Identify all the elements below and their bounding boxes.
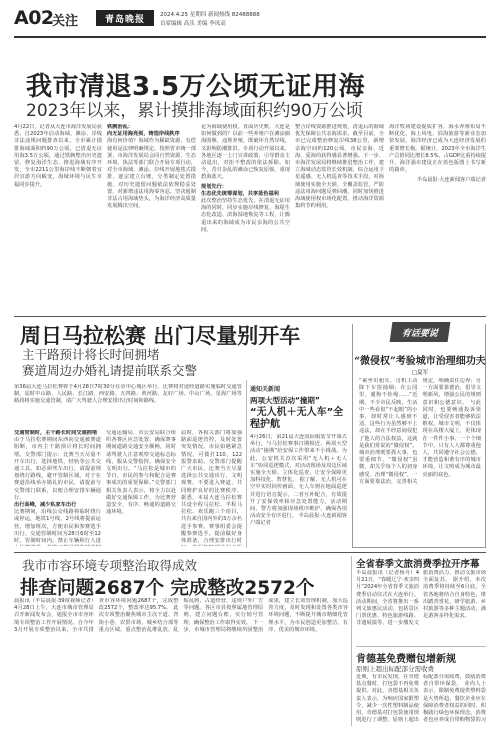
lead-col-3-text: 论为海域使用权。直面历史账，大连是如何做到的？以前一些养殖户在滩涂圈海围堰、违规养殖，既破坏自然岸线，又影响防潮排洪。专项行动开展以来，各地区逐一上门宣讲政策，引导群众主动退出，对拒不整改的依法拆除。如今，昔日杂乱的滩涂已恢复原貌，重现碧海蓝天。 [201,124,290,181]
lower-left-text: 晨报讯（半岛晨报·39度视频记者）4月28日上午，大连市城市管理局召开新闻发布会，通报全市市容环境专项整治工作开展情况。自今年3月开展专项整治以来，全市共排查市容环境问题2687个，完成整改2572个，整改率达95.7%。 [14,598,179,633]
drone-byline: 半岛晨报·大连新闻客户端记者 [250,513,347,527]
marathon-title: 周日马拉松赛 出门尽量别开车 [20,324,301,348]
drone-box [250,384,347,548]
drone-title: “无人机＋无人车”全程护航 [250,407,344,430]
lead-col-3-heading-a: 规划先行： [201,183,227,190]
commentary-badge [390,322,451,342]
drone-body-text: 4月26日，第21届大连国际服装节开幕式举行，与马拉松赛事日期相近，两项大型活动“撞期”给安保工作带来不小挑战。为此，公安机关首次采用“无人机＋无人车”协同巡逻模式，对活动现场及周边区域实施全天候、立体化巡查，让安全保障更加科技化、智慧化。 [250,434,347,484]
forum-text: 半岛晨报讯（记者杨丹）4月21日，“春暖辽宁·欢享四月”2024年全省春季文旅消费季启动仪式在大连举行。活动期间，全省将推出一系列文旅惠民活动，包括景区门票优惠、特色旅游线路、非遗展演等，进一步激发文旅消费活力，推动文旅市场全面复苏。 [356,570,486,627]
marathon-lead: 第36届大连马拉松赛将于4月28日7时30分在市中心城区举行。比赛将对途经道路实施临时交通管制，届时中山路、人民路、长江路、西安路、五四路、黄河路、友好广场、中山广场、星海广场等路段将实施交通管制，请广大驾驶人合理安排出行时间和路线。 [14,384,242,405]
fund-title: 肯德基免费赠包增新规 [356,654,456,665]
lead-col-1: 4月22日，记者从大连市海洋发展局获悉，自2023年启动海域、滩涂、岸线非法违规问题排查以来，全市累计摸排海域面积约90万公顷，已清退无证用海3.5万公顷，通过铁腕整治历史遗留、修复海洋生态、推进海域有序开发，全市2211公里海岸线不断朝着宜居宜游方向蜕变，海域环境与民生幸福同步提升。 [14,124,102,188]
drone-head: 两项大型活动“撞期” [250,396,320,405]
lead-col-5-text: 海洋牧场建设提质扩容，海水养殖布局不断优化，海上风电、滨海旅游等新业态加快发展，海洋经济已成为大连经济发展的重要增长极。据统计，2023年全市海洋生产总值同比增长8.5%，占GDP比重持续提升。海洋强市建设正在蓝色版图上书写新的篇章。 [389,124,486,174]
fund-subtitle: 原则上超出标配部分需收费 [356,665,434,673]
lower-left-text-b: 此次专项整治聚焦城市主次干道、背街小巷、农贸市场、城乡结合部等重点区域，重点整治乱堆乱放、乱贴乱画、占道经营、违规户外广告等问题。各区市县按照属地管理原则，建立问题台账，实行销号管理，确保整治工作取得实效。 [98,598,264,633]
lead-col-2-heading-b: 向无证用海亮剑，铸造岸线秩序 [107,131,180,138]
marathon-body-2: 由于马拉松赛期间东西向交通被赛道阻断，市内主干路预计将长时间拥堵。交警部门提示：比赛当天尽量不开车出行，选择地铁、轻轨等公共交通工具。如必须驾车出行，请提前规划绕行路线，避开管制区域。对于在赛道沿线举办婚礼的市民，请提前与交警部门联系，以便合理安排车辆通行。 [14,437,101,501]
commentary-body [359,378,481,542]
marathon-divider [246,380,247,548]
lead-bottom-rule [14,316,486,317]
lead-col-3 [201,124,290,310]
commentary-text-b: 与此同时，也要畅通投诉渠道，让受侵害者能够依法维权。城市文明，不仅体现在高楼大厦上，更体现在一件件小事、一个个细节中。只有人人都尊重他人，共同遵守社会公德，才能营造和谐有序的城市环境，让文明成为城市最亮丽的底色。 [422,399,481,478]
lead-col-4: 整合岸线资源推进规划，清退后的海域优先保障公共亲海需求。截至目前，全市已完成整治修复岸线38公里，新增亲海空间约120公顷，市民亲海、近海、爱海的获得感显著增强。下一步，市海洋发展局将继续推进整治工作，建立海域动态监管长效机制，综合运用卫星遥感、无人机巡查等技术手段，对海域使用实施全天候、全覆盖监管，严防违法用海问题反弹回潮。同时加快推进海域使用权市场化配置，推动海洋资源集约节约利用。 [295,124,384,210]
lead-col-2-heading-a: 铁腕治乱： [107,124,133,130]
marathon-col-3-text: 届时，各相关部门将加强路面巡逻管控，及时处置突发情况。市民如遇紧急情况，可拨打110、122报警求助。交警部门提醒广大市民，比赛当天尽量选择公共交通出行，文明观赛，不要进入赛道，共同维护良好的比赛秩序。 [181,430,242,494]
lead-col-3-text-b: 此次整治坚持生态优先，在清退无证用海的同时，同步实施岸线修复、海堤生态化改造、滨海湿地恢复等工程，让腾退出来的海域成为市民亲海的公共空间。 [201,198,290,233]
marathon-body-3: 比赛期间，沿线公交线路将临时绕行或停运，地铁1号线、2号线将提前运营，增加班次，方便市民和参赛选手出行。交通管制时间为28日6时至12时，管制时间内，禁止车辆和行人进 [14,509,101,545]
forum-body [356,570,486,642]
drone-body [250,434,347,552]
page-number: A02 [14,7,54,29]
lead-col-2 [107,124,196,310]
lower-left-title-1: 我市市容环境专项整治取得成效 [22,558,198,573]
marathon-subtitle-2: 赛道周边办婚礼请提前联系交警 [22,363,198,378]
lead-col-3-heading-b: 生态优先统筹谋划，共享蓝色福利 [201,190,279,197]
fund-text-b: 业内人士表示，限制免费提供塑料袋是大势所趋，餐饮企业应在保障消费者权益的同时，积极践行绿色环保理念。消费者也应养成自带购物袋的习 [423,681,486,724]
commentary-badge-text: 有话要说 [401,328,439,339]
marathon-col-3 [181,430,242,546]
commentary-box [352,324,486,548]
lead-subtitle: 2023年以来，累计摸排海域面积约90万公顷 [26,101,363,121]
marathon-head-2: 出行高峰，减少私家车出行 [14,502,77,509]
section-label: 关注 [52,14,79,29]
drone-body-text-b: 据了解，无人机可在空中实时回传画面，无人车则在地面巡逻并进行语音提示，二者互补配合，有效提升了安保效率和应急处置能力。活动期间，警方将加强现场秩序维护，确保各项活动安全有序进行。 [250,477,347,520]
lead-col-2-text: 海有何价值？海域作为稀缺资源，有偿使用是法律明确规定。按照省市统一部署，市海洋发展局会同自然资源、生态环境、执法等部门联合开展专项行动，对全市海域、滩涂、岸线开展地毯式摸排，逐宗建立台账，分类制定处置措施。对历史遗留问题依法依规稳妥处置，对新增违法用海零容忍，坚决遏制非法占用海域势头，为海洋经济高质量发展腾出空间。 [107,138,196,210]
forum-text-b: 据介绍，本次消费季将持续至6月底，全省各地将结合自身特色，推出踏青赏花、研学旅游、乡村旅游等多种主题活动，满足游客多样化需求。 [423,577,486,620]
marathon-subtitle-1: 主干路预计将长时间拥堵 [22,347,160,362]
lead-byline: 半岛晨报·大连新闻客户端记者 [416,177,486,184]
lead-col-5 [389,124,486,310]
commentary-title: “微侵权”考验城市治理细功夫 [354,356,486,367]
marathon-col-1 [14,430,101,546]
header-rule [14,36,486,38]
fund-rule [356,646,486,647]
drone-kicker: 通知关新闻 [250,386,281,393]
mid-rule [14,552,486,553]
masthead-logo [96,10,154,26]
date-line: 2024.4.25 星期四 新闻热线 82488888 [160,12,260,18]
fund-body [356,674,486,726]
marathon-col-3-text-b: 据悉，本届大连马拉松赛共设全程马拉松、半程马拉松、欢乐跑三个项目，共有来自国内外的3万余名选手参赛。赛事组委会提醒参赛选手，提前做好身体准备，合理安排出行时 [181,494,242,545]
commentary-author: □夏军 [411,370,429,376]
lower-left-text-c: 下一步，市城市管理局将继续巩固整治成果，建立长效管理机制，加大巡查力度，及时发现和处置各类市容环境问题，不断提升城市精细化管理水平，为市民创造更加整洁、有序、优美的城市环境。 [183,598,348,633]
commentary-text: “乘坐出租车，司机主动降下车窗抽烟；在公园里，遛狗不拴绳……”近期，不少市民反映，生活中一些看似“不起眼”的小事，却时常让人感到不适。这些行为虽然够不上违法，却在不经意间侵犯了他人的合法权益，这就是我们常说的“微侵权”。城市治理既要抓大事，也要重细节。“微侵权”虽微，却关乎每个人的切身感受。治理“微侵权”，一方面要靠法治，完善相关规定，明确责任边界；另一方面要靠德治，倡导文明新风，增强公民的规则意识和公德意识。 [359,378,481,485]
editor-line: 首席编辑 高乐 美编 李凤高 [160,21,226,27]
marathon-head-1: 交通管制时，主干路长时间交通拥堵 [14,430,98,436]
lower-left-body [14,598,348,726]
fund-text: 近期，有市民发现，在肯德基点餐时，打包袋不再免费提供。对此，肯德基相关负责人表示，为响应国家限塑令，减少一次性塑料制品使用，肯德基对打包袋使用规则进行了调整。原则上超出标配部分需收费，鼓励消费者自带环保袋。 [356,674,486,724]
forum-title: 全省春季文旅消费季拉开序幕 [356,559,480,570]
lower-divider [351,556,352,726]
marathon-col-2: 交通运输局、市公安局联合组织各赛区应急处置，确保赛事期间道路交通安全顺畅，同时请驾驶人注意观察交通标志标线，服从交警指挥，确保安全文明出行。“马拉松是城市的节日，市民的参与和配合是赛事成功的重要保障。”交警部门相关负责人表示，将全力以赴做好交通保障工作，为比赛营造安全、有序、畅通的道路交通环境。 [106,430,176,516]
lead-title: 我市清退3.5万公顷无证用海 [26,72,366,102]
page-header [14,4,486,38]
lower-left-title-2: 排查问题2687个 完成整改2572个 [20,578,315,599]
masthead-text: 青岛晚报 [104,14,145,25]
